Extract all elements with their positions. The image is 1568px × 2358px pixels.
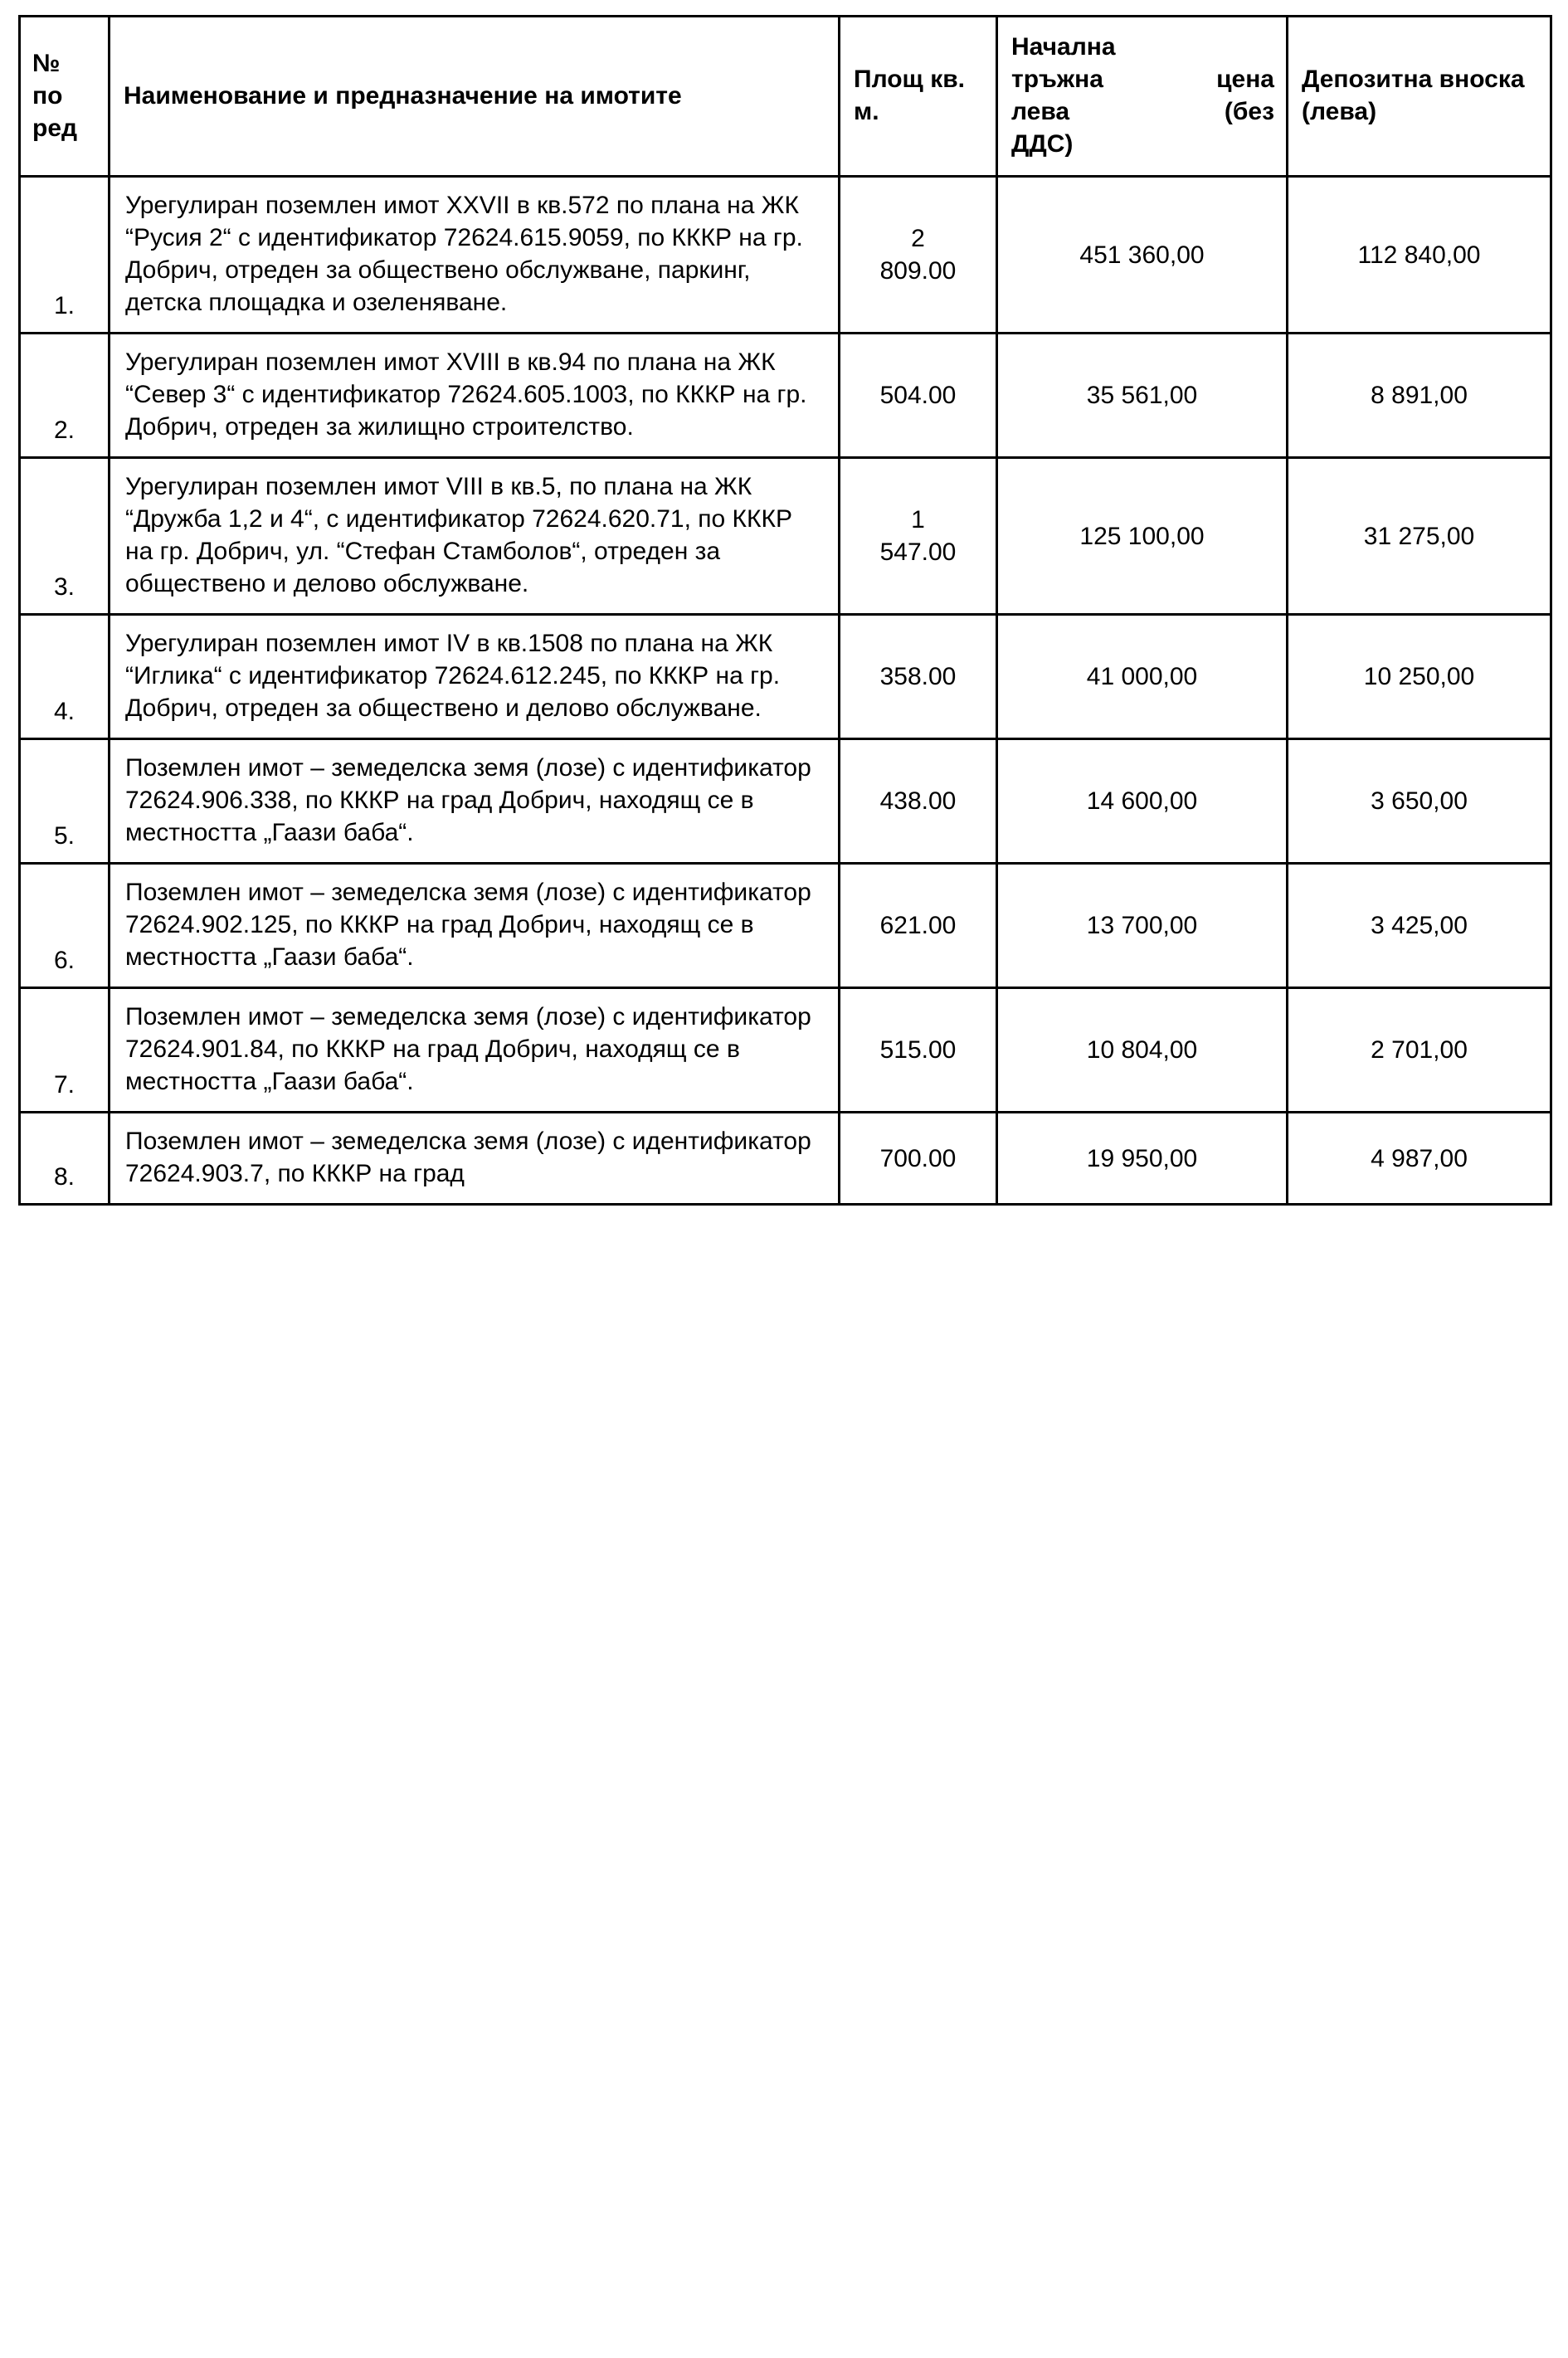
column-header-deposit: Депозитна вноска (лева) [1288,17,1551,177]
row-area [840,864,997,988]
row-description: Урегулиран поземлен имот XXVII в кв.572 по плана на ЖК “Русия 2“ с идентификатор 72624.615.9059, по КККР на гр. Добрич, отреден за обществено обслужване, паркинг, детска площадка и озеленяване. [110,177,840,334]
row-description: Поземлен имот – земеделска земя (лозе) с идентификатор 72624.901.84, по КККР на град Добрич, находящ се в местността „Гаази баба“. [110,988,840,1113]
row-price: 451 360,00 [997,177,1288,334]
row-deposit: 4 987,00 [1288,1113,1551,1205]
row-area-line-1: 700.00 [879,1144,957,1172]
column-header-name: Наименование и предназначение на имотите [110,17,840,177]
row-deposit: 8 891,00 [1288,334,1551,458]
row-area-line-2: 547.00 [879,538,957,566]
row-deposit: 3 650,00 [1288,739,1551,864]
row-deposit: 112 840,00 [1288,177,1551,334]
row-price: 10 804,00 [997,988,1288,1113]
table-row [20,988,1551,1113]
row-area-line-1: 358.00 [879,663,957,690]
row-area-line-1: 2 [911,225,925,252]
row-description: Урегулиран поземлен имот XVIII в кв.94 по плана на ЖК “Север 3“ с идентификатор 72624.605.1003, по КККР на гр. Добрич, отреден за жилищно строителство. [110,334,840,458]
price-header-line-2: тръжна цена [1011,66,1274,93]
price-header-line-1: Начална [1011,33,1116,61]
row-area-line-1: 438.00 [879,787,957,815]
row-price: 19 950,00 [997,1113,1288,1205]
row-description: Поземлен имот – земеделска земя (лозе) с идентификатор 72624.906.338, по КККР на град Добрич, находящ се в местността „Гаази баба“. [110,739,840,864]
header-row [20,17,1551,177]
row-index: 3. [20,458,110,615]
row-index: 6. [20,864,110,988]
row-area-line-1: 504.00 [879,382,957,409]
row-area-line-1: 515.00 [879,1036,957,1064]
row-area [840,334,997,458]
table-header [20,17,1551,177]
table-row [20,864,1551,988]
table-row [20,334,1551,458]
row-deposit: 10 250,00 [1288,615,1551,739]
row-area [840,177,997,334]
row-index: 4. [20,615,110,739]
row-price: 35 561,00 [997,334,1288,458]
row-index: 2. [20,334,110,458]
table-row [20,615,1551,739]
row-price: 125 100,00 [997,458,1288,615]
row-area [840,988,997,1113]
row-index: 7. [20,988,110,1113]
price-header-line-4: ДДС) [1011,130,1074,158]
row-deposit: 3 425,00 [1288,864,1551,988]
row-price: 13 700,00 [997,864,1288,988]
row-area [840,1113,997,1205]
row-index: 5. [20,739,110,864]
row-deposit: 2 701,00 [1288,988,1551,1113]
row-description: Урегулиран поземлен имот VIII в кв.5, по плана на ЖК “Дружба 1,2 и 4“, с идентификатор 72624.620.71, по КККР на гр. Добрич, ул. “Стефан Стамболов“, отреден за обществено и делово обслужване. [110,458,840,615]
row-area-line-1: 621.00 [879,912,957,939]
row-area-line-2: 809.00 [879,257,957,285]
table-row [20,1113,1551,1205]
row-index: 8. [20,1113,110,1205]
row-index: 1. [20,177,110,334]
row-area [840,739,997,864]
row-area-line-1: 1 [911,506,925,533]
table-body [20,177,1551,1205]
row-description: Поземлен имот – земеделска земя (лозе) с идентификатор 72624.902.125, по КККР на град Добрич, находящ се в местността „Гаази баба“. [110,864,840,988]
row-area [840,458,997,615]
row-description: Урегулиран поземлен имот IV в кв.1508 по плана на ЖК “Иглика“ с идентификатор 72624.612.245, по КККР на гр. Добрич, отреден за обществено и делово обслужване. [110,615,840,739]
properties-table [18,15,1552,1206]
column-header-area: Площ кв. м. [840,17,997,177]
row-price: 14 600,00 [997,739,1288,864]
table-row [20,458,1551,615]
price-header-line-3: лева (без [1011,98,1274,125]
column-header-price [997,17,1288,177]
row-description: Поземлен имот – земеделска земя (лозе) с идентификатор 72624.903.7, по КККР на град [110,1113,840,1205]
table-row [20,177,1551,334]
table-row [20,739,1551,864]
column-header-number: № по ред [20,17,110,177]
row-deposit: 31 275,00 [1288,458,1551,615]
row-area [840,615,997,739]
row-price: 41 000,00 [997,615,1288,739]
